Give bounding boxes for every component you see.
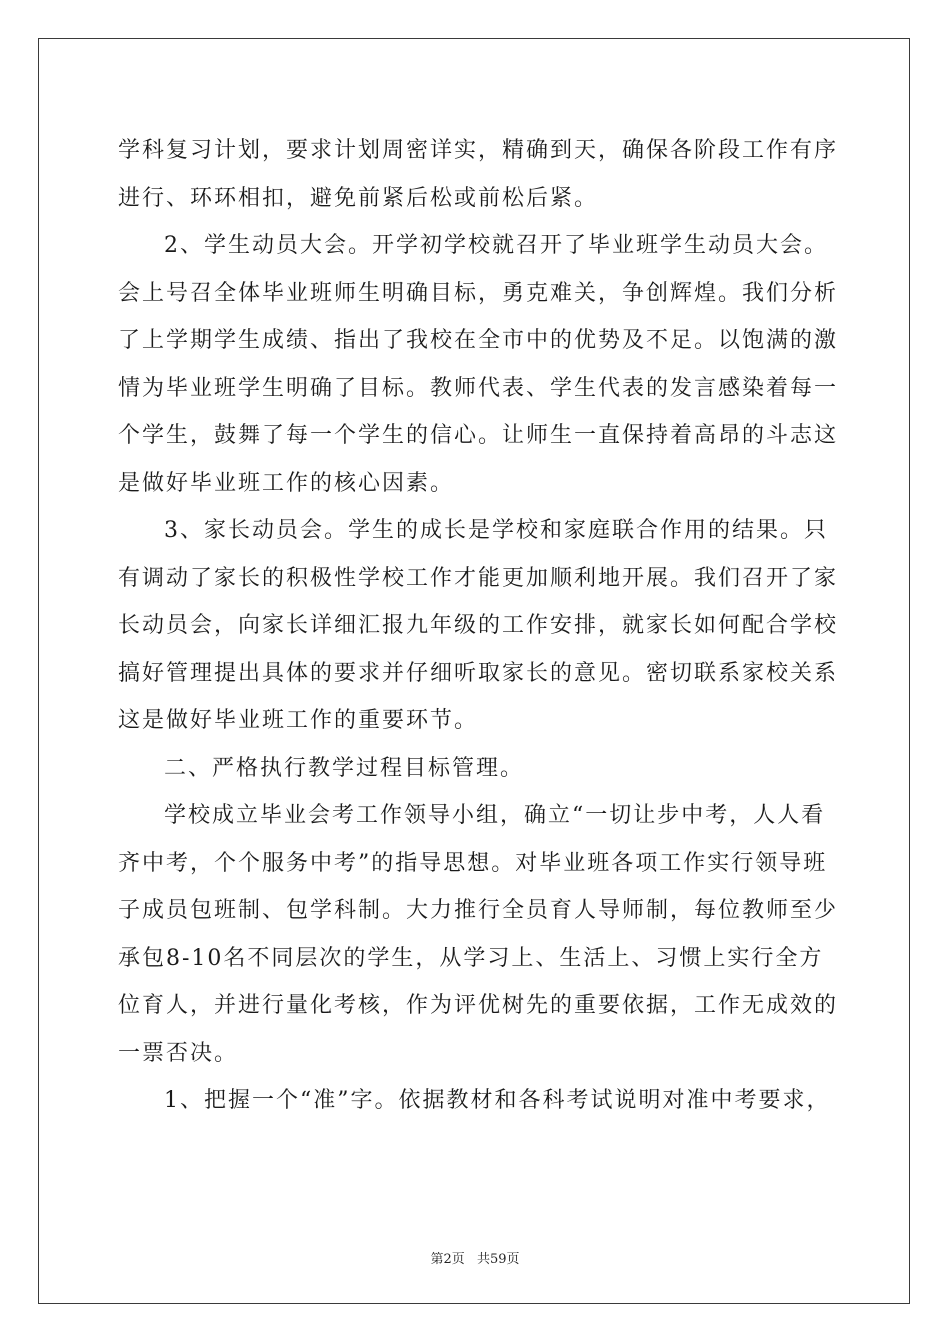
- text-line: 一票否决。: [118, 1040, 239, 1066]
- text-line: 了上学期学生成绩、指出了我校在全市中的优势及不足。以饱满的激: [118, 328, 839, 353]
- page-footer: [0, 1248, 950, 1267]
- text-line: 承包8-10名不同层次的学生，从学习上、生活上、习惯上实行全方: [118, 945, 824, 971]
- text-line: 情为毕业班学生明确了目标。教师代表、学生代表的发言感染着每一: [118, 375, 839, 401]
- text-line: 子成员包班制、包学科制。大力推行全员育人导师制，每位教师至少: [118, 898, 839, 923]
- text-line: 会上号召全体毕业班师生明确目标，勇克难关，争创辉煌。我们分析: [118, 280, 839, 306]
- text-line: 长动员会，向家长详细汇报九年级的工作安排，就家长如何配合学校: [118, 613, 839, 638]
- page-number: 第2页: [430, 1252, 465, 1267]
- text-line: 2、学生动员大会。开学初学校就召开了毕业班学生动员大会。: [164, 233, 828, 258]
- text-line: 有调动了家长的积极性学校工作才能更加顺利地开展。我们召开了家: [118, 565, 839, 591]
- document-body: [118, 127, 838, 1125]
- text-line: 学科复习计划，要求计划周密详实，精确到天，确保各阶段工作有序: [118, 138, 839, 163]
- text-line: 位育人，并进行量化考核，作为评优树先的重要依据，工作无成效的: [118, 993, 839, 1018]
- text-line: 二、严格执行教学过程目标管理。: [164, 755, 525, 781]
- text-line: 1、把握一个“准”字。依据教材和各科考试说明对准中考要求，: [164, 1088, 831, 1113]
- text-line: 这是做好毕业班工作的重要环节。: [118, 708, 479, 733]
- text-line: 进行、环环相扣，避免前紧后松或前松后紧。: [118, 185, 599, 211]
- text-line: 个学生，鼓舞了每一个学生的信心。让师生一直保持着高昂的斗志这: [118, 423, 839, 448]
- text-line: 是做好毕业班工作的核心因素。: [118, 470, 455, 496]
- page-total: 共59页: [476, 1252, 520, 1267]
- text-line: 搞好管理提出具体的要求并仔细听取家长的意见。密切联系家校关系: [118, 660, 839, 686]
- text-line: 3、家长动员会。学生的成长是学校和家庭联合作用的结果。只: [164, 518, 828, 543]
- text-line: 学校成立毕业会考工作领导小组，确立“一切让步中考，人人看: [164, 803, 826, 828]
- text-line: 齐中考，个个服务中考”的指导思想。对毕业班各项工作实行领导班: [118, 850, 828, 876]
